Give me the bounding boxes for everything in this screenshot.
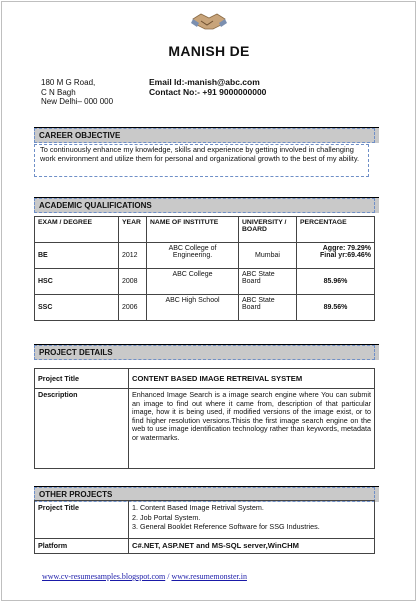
footer-link-resumemonster[interactable]: www.resumemonster.in [171,572,247,581]
career-objective-text: To continuously enhance my knowledge, skills and experience by getting involved in challenging work environment and utilize them for personal and organizational growth to the best of my ability. [40,145,360,163]
table-row [35,295,375,321]
academic-table [34,216,375,321]
header-cell: EXAM / DEGREE [35,217,119,243]
header-cell: UNIVERSITY / BOARD [239,217,297,243]
percentage-cell: 89.56% [297,295,375,321]
board-cell: ABC State Board [239,269,297,295]
other-projects-header: OTHER PROJECTS [34,487,379,502]
footer-separator: / [165,572,172,581]
institute-cell: ABC High School [147,295,239,321]
table-row [35,243,375,269]
header-cell: YEAR [119,217,147,243]
percentage-cell [297,243,375,269]
board-cell: Mumbai [239,243,297,269]
section-dashed-box [34,345,375,360]
platform-label: Platform [35,539,129,554]
header-cell: NAME OF INSTITUTE [147,217,239,243]
footer-link-blogspot[interactable]: www.cv-resumesamples.blogspot.com [42,572,166,581]
other-title-label: Project Title [35,501,129,539]
table-row [35,369,375,389]
address-block [41,78,113,107]
percentage-final: Final yr:69.46% [320,252,371,259]
address-line: 180 M G Road, [41,78,96,87]
project-title-value: CONTENT BASED IMAGE RETREIVAL SYSTEM [129,369,375,389]
project-table [34,368,375,469]
candidate-name: MANISH DE [168,43,250,59]
section-dashed-box [34,128,375,143]
contact-block [149,78,266,97]
other-projects-table [34,500,375,554]
institute-cell: ABC College [147,269,239,295]
section-dashed-box [34,198,375,213]
other-projects-list [129,501,375,539]
platform-value: C#.NET, ASP.NET and MS-SQL server,WinCHM [129,539,375,554]
table-row [35,539,375,554]
table-header-row [35,217,375,243]
project-details-header: PROJECT DETAILS [34,345,379,360]
address-line: New Delhi– 000 000 [41,97,114,106]
exam-cell: SSC [35,295,119,321]
institute-cell: ABC College of Engineering. [147,243,239,269]
footer-links [42,572,247,581]
list-item: 3. General Booklet Reference Software for SSG Industries. [132,522,320,531]
year-cell: 2012 [119,243,147,269]
description-value: Enhanced Image Search is a image search engine where You can submit an image to find out where it came from, description of that particular image, how it is being used, if modified versions of the image exist, or to find higher resolution versions.Thisis the first image search engine on the web to use image identification technology rather than keywords, metadata or watermarks. [129,389,375,469]
board-cell: ABC State Board [239,295,297,321]
table-row [35,269,375,295]
exam-cell: BE [35,243,119,269]
exam-cell: HSC [35,269,119,295]
header-cell: PERCENTAGE [297,217,375,243]
description-label: Description [35,389,129,469]
handshake-logo-icon [191,9,227,33]
project-title-label: Project Title [35,369,129,389]
year-cell: 2006 [119,295,147,321]
academic-header: ACADEMIC QUALIFICATIONS [34,198,379,213]
list-item: 1. Content Based Image Retrival System. [132,503,264,512]
percentage-aggregate: Aggre: 79.29% [322,245,371,252]
address-line: C N Bagh [41,87,76,97]
table-row [35,501,375,539]
year-cell: 2008 [119,269,147,295]
table-row [35,389,375,469]
career-objective-header: CAREER OBJECTIVE [34,128,379,143]
percentage-cell: 85.96% [297,269,375,295]
phone-text: Contact No:- +91 9000000000 [149,86,267,97]
list-item: 2. Job Portal System. [132,512,201,522]
email-text: Email Id:-manish@abc.com [149,77,260,87]
